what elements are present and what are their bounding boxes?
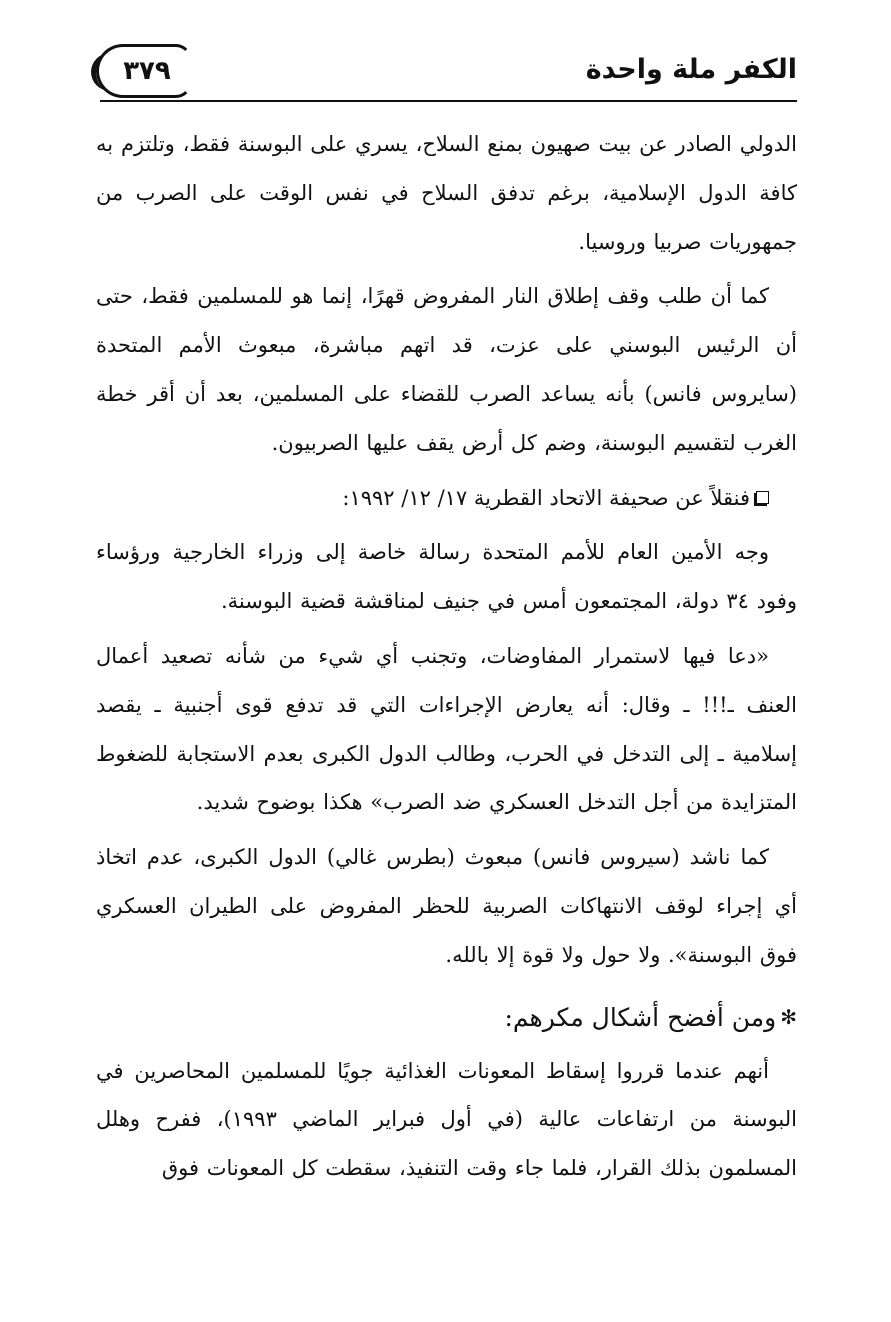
page-number: ٣٧٩ <box>123 56 171 86</box>
section-heading: ومن أفضح أشكال مكرهم: <box>504 1002 777 1032</box>
square-bullet-icon <box>756 491 769 504</box>
quoted-paragraph: «دعا فيها لاستمرار المفاوضات، وتجنب أي شيء من شأنه تصعيد أعمال العنف ـ!!! ـ وقال: أنه يعارض الإجراءات التي قد تدفع قوى أجنبية ـ يقصد إسلامية ـ إلى التدخل في الحرب، وطالب الدول الكبرى بعدم الاستجابة للضغوط المتزايدة من أجل التدخل العسكري ضد الصرب» هكذا بوضوح شديد. <box>96 643 797 815</box>
source-note: فنقلاً عن صحيفة الاتحاد القطرية ١٧/ ١٢/ ١٩٩٢: <box>342 485 750 510</box>
page-number-badge <box>96 44 192 98</box>
asterisk-icon: ✻ <box>780 1004 797 1029</box>
running-title: الكفر ملة واحدة <box>585 54 797 85</box>
paragraph: كما أن طلب وقف إطلاق النار المفروض قهرًا، إنما هو للمسلمين فقط، حتى أن الرئيس البوسني على عزت، قد اتهم مباشرة، مبعوث الأمم المتحدة (سايروس فانس) بأنه يساعد الصرب للقضاء على المسلمين، بعد أن أقر خطة الغرب لتقسيم البوسنة، وضم كل أرض يقف عليها الصربيون. <box>96 284 797 455</box>
header-rule <box>100 100 797 102</box>
paragraph: وجه الأمين العام للأمم المتحدة رسالة خاصة إلى وزراء الخارجية ورؤساء وفود ٣٤ دولة، المجتمعون أمس في جنيف لمناقشة قضية البوسنة. <box>96 540 797 614</box>
paragraph-continued: الدولي الصادر عن بيت صهيون بمنع السلاح، يسري على البوسنة فقط، وتلتزم به كافة الدول الإسلامية، برغم تدفق السلاح في نفس الوقت على الصرب من جمهوريات صربيا وروسيا. <box>96 132 797 254</box>
source-note-line <box>96 474 797 523</box>
running-header <box>100 42 797 104</box>
paragraph: أنهم عندما قرروا إسقاط المعونات الغذائية جويًا للمسلمين المحاصرين في البوسنة من ارتفاعات عالية (في أول فبراير الماضي ١٩٩٣)، ففرح وهلل المسلمون بذلك القرار، فلما جاء وقت التنفيذ، سقطت كل المعونات فوق <box>96 1058 797 1181</box>
section-heading-line <box>96 990 797 1047</box>
paragraph: كما ناشد (سيروس فانس) مبعوث (بطرس غالي) الدول الكبرى، عدم اتخاذ أي إجراء لوقف الانتهاكات الصربية للحظر المفروض على الطيران العسكري فوق البوسنة». ولا حول ولا قوة إلا بالله. <box>96 845 797 967</box>
page-body <box>96 120 797 1193</box>
